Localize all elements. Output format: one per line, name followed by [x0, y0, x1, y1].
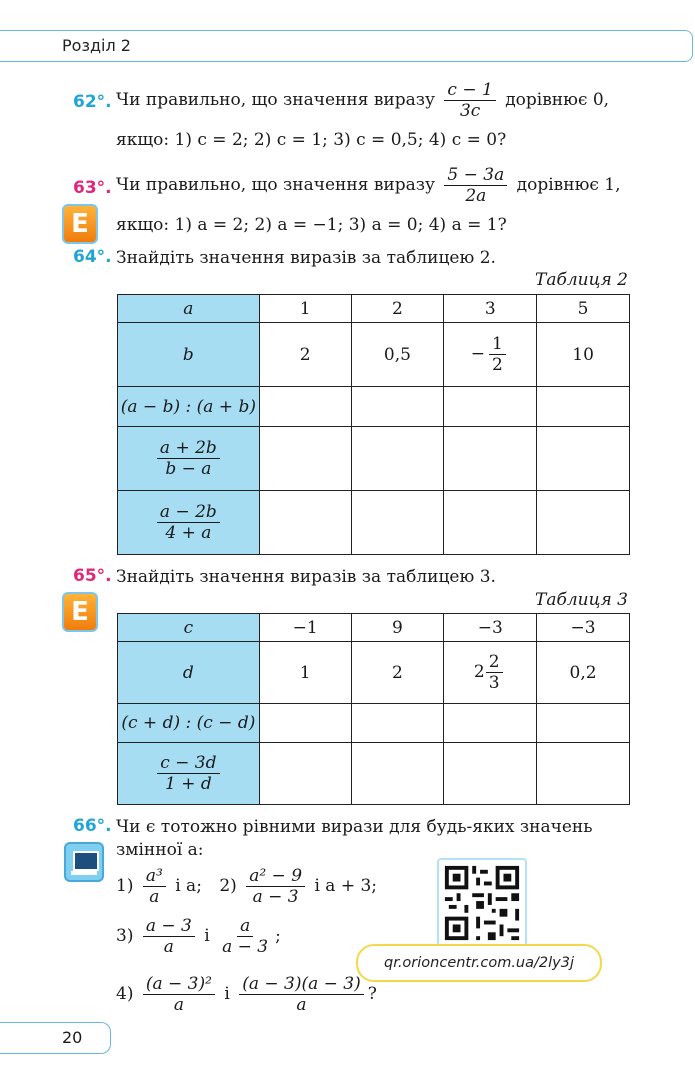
problem-number: 65°.	[73, 566, 112, 586]
table-cell: −1	[259, 614, 351, 642]
table-cell: 0,2	[537, 642, 630, 704]
section-title: Розділ 2	[62, 36, 131, 55]
problem-62-line1: Чи правильно, що значення виразу $\frac{c - 1}{3c}$ дорівнює 0,	[116, 80, 610, 121]
computer-icon	[64, 842, 104, 882]
table2-caption: Таблиця 2	[535, 270, 628, 290]
problem-66-line2: змінної a:	[116, 840, 204, 860]
table-header-c: c	[118, 614, 260, 642]
item-4: 4) $\frac{\text{(a − 3)²}}{a}$ і $\frac{(a - 3)(a - 3)}{a}$ ?	[116, 974, 377, 1015]
table-cell: 1	[259, 642, 351, 704]
table-cell: − $\frac{1}{2}$	[444, 323, 537, 387]
problem-63-line1: Чи правильно, що значення виразу $\frac{5 - 3a}{2a}$ дорівнює 1,	[116, 165, 621, 206]
table-cell: −3	[444, 614, 537, 642]
problem-66-line1: Чи є тотожно рівними вирази для будь-яких значень	[116, 817, 593, 837]
table-cell: 1	[259, 295, 351, 323]
table2	[117, 294, 630, 555]
problem-63	[73, 178, 112, 198]
table-header-b: b	[118, 323, 260, 387]
fraction: $\frac{5 - 3a}{2a}$	[444, 165, 507, 206]
table-cell: 2 $\frac{2}{3}$	[444, 642, 537, 704]
problem-66	[73, 816, 112, 836]
problem-64-text: Знайдіть значення виразів за таблицею 2.	[116, 248, 496, 268]
problem-number: 63°.	[73, 178, 112, 198]
expression-cell: $\frac{c - 3d}{1 + d}$	[118, 743, 260, 805]
qr-code-icon[interactable]	[437, 858, 527, 948]
table-cell: 9	[351, 614, 444, 642]
expression-cell: (c + d) : (c − d)	[118, 704, 260, 743]
table3-caption: Таблиця 3	[535, 590, 628, 610]
problem-64	[73, 247, 112, 267]
problem-65-text: Знайдіть значення виразів за таблицею 3.	[116, 567, 496, 587]
fraction: $\frac{c - 1}{3c}$	[444, 80, 495, 121]
page-number: 20	[62, 1028, 83, 1047]
table-cell: 2	[351, 295, 444, 323]
table-cell: 2	[351, 642, 444, 704]
table-cell: −3	[537, 614, 630, 642]
problem-63-line2: якщо: 1) a = 2; 2) a = −1; 3) a = 0; 4) a = 1?	[116, 215, 507, 235]
e-icon: E	[62, 592, 98, 632]
table-cell: 3	[444, 295, 537, 323]
problem-number: 64°.	[73, 247, 112, 267]
expression-cell: $\frac{a + 2b}{b - a}$	[118, 427, 260, 491]
table-cell: 5	[537, 295, 630, 323]
expression-cell: (a − b) : (a + b)	[118, 387, 260, 427]
table3	[117, 613, 630, 805]
problem-number: 66°.	[73, 816, 112, 836]
problem-62-line2: якщо: 1) c = 2; 2) c = 1; 3) c = 0,5; 4) c = 0?	[116, 130, 507, 150]
table-cell: 0,5	[351, 323, 444, 387]
table-header-d: d	[118, 642, 260, 704]
e-icon: E	[62, 204, 98, 244]
table-header-a: a	[118, 295, 260, 323]
page-number-box	[0, 1022, 111, 1054]
problem-62	[73, 92, 112, 112]
table-cell: 10	[537, 323, 630, 387]
qr-link[interactable]: qr.orioncentr.com.ua/2ly3j	[356, 944, 602, 982]
item-3: 3) $\frac{a - 3}{a}$ і $\frac{a}{a - 3}$ ;	[116, 916, 281, 957]
item-1-2: 1) $\frac{\text{a³}}{a}$ і a; 2) $\frac{\text{a² − 9}}{a - 3}$ і a + 3;	[116, 866, 378, 907]
problem-number: 62°.	[73, 92, 112, 112]
table-cell: 2	[259, 323, 351, 387]
expression-cell: $\frac{a - 2b}{4 + a}$	[118, 491, 260, 555]
problem-65	[73, 566, 112, 586]
